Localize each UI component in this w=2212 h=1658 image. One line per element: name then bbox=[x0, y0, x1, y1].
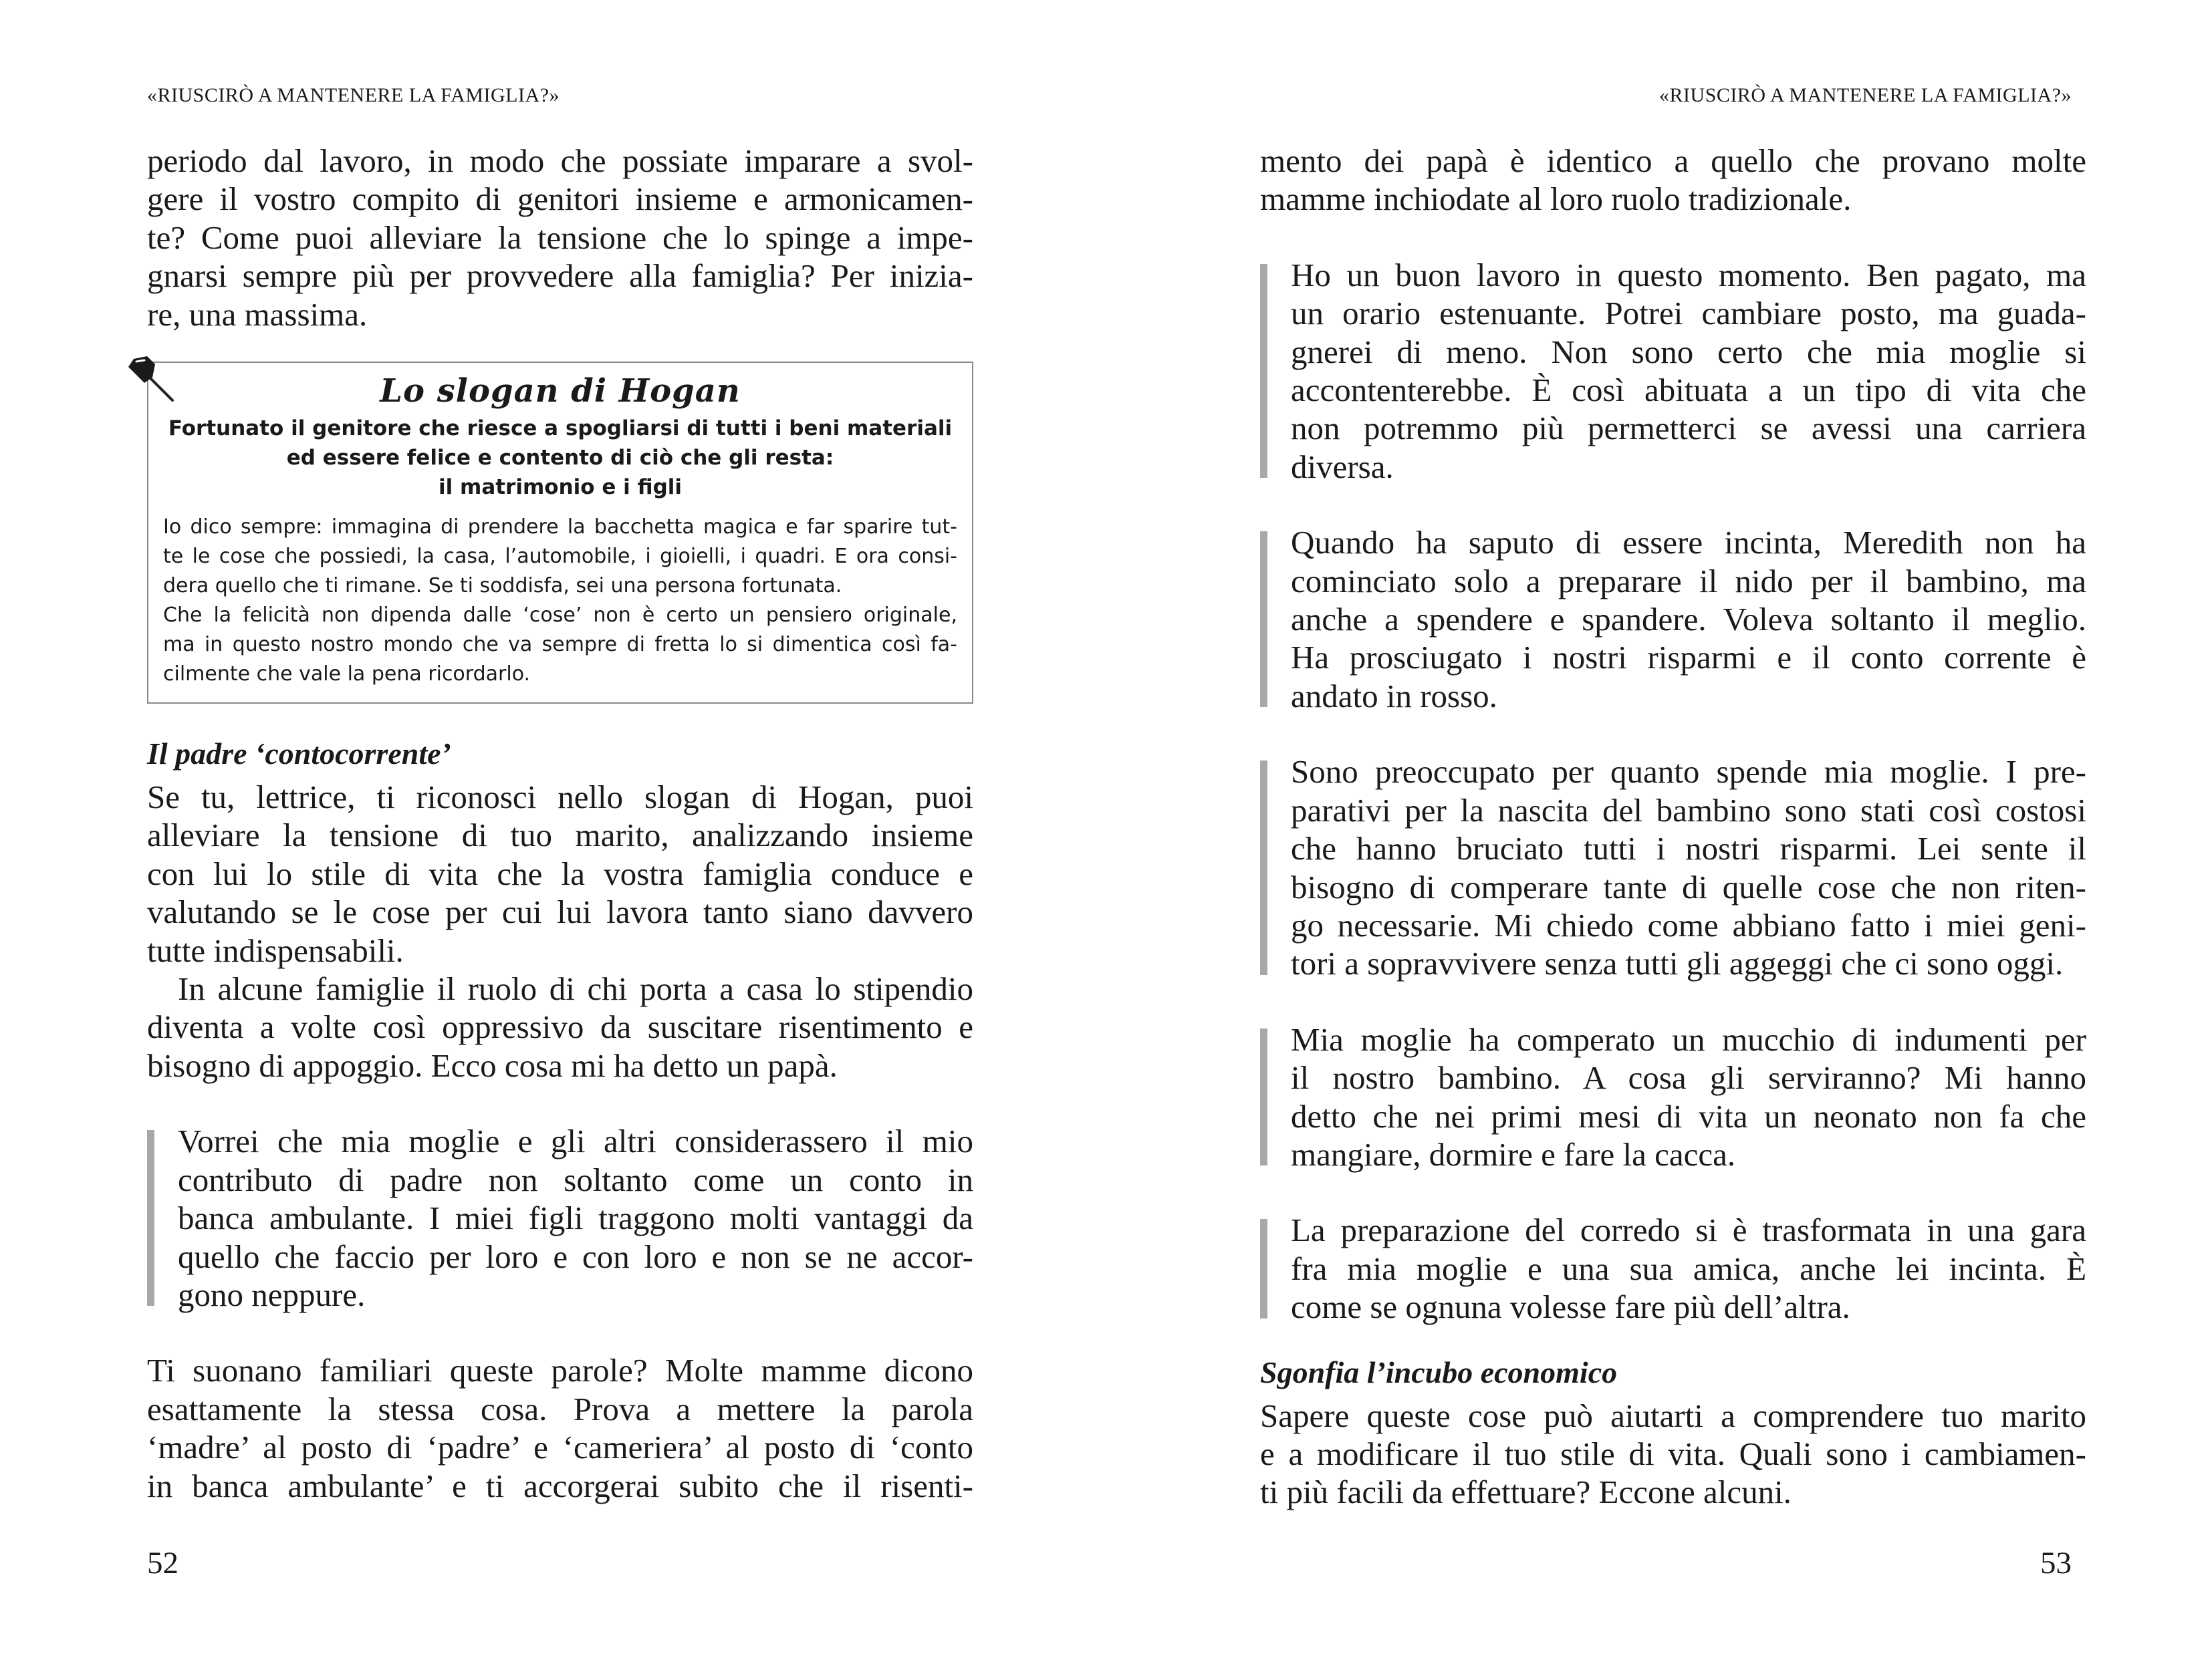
text-line: mento dei papà è identico a quello che provano molte bbox=[1260, 142, 2086, 179]
quote-line: Sono preoccupato per quanto spende mia moglie. I pre- bbox=[1291, 753, 2086, 791]
text-line: valutando se le cose per cui lui lavora tanto siano davvero bbox=[147, 893, 973, 931]
running-head-left: «RIUSCIRÒ A MANTENERE LA FAMIGLIA?» bbox=[147, 84, 560, 106]
quote-line: il nostro bambino. A cosa gli serviranno? Mi hanno bbox=[1291, 1059, 2086, 1097]
paragraph bbox=[147, 970, 973, 1008]
text-line: ‘madre’ al posto di ‘padre’ e ‘cameriera’ al posto di ‘conto bbox=[147, 1429, 973, 1466]
text-line: ti più facili da effettuare? Eccone alcuni. bbox=[1260, 1474, 1792, 1511]
quote-line: Quando ha saputo di essere incinta, Meredith non ha bbox=[1291, 524, 2086, 561]
text-line: te? Come puoi alleviare la tensione che lo spinge a impe- bbox=[147, 219, 973, 256]
text-line: e a modificare il tuo stile di vita. Quali sono i cambiamen- bbox=[1260, 1435, 2086, 1472]
box-line: cilmente che vale la pena ricordarlo. bbox=[163, 662, 531, 686]
right-page bbox=[1106, 0, 2212, 1658]
quote-block bbox=[1260, 256, 2086, 486]
section-heading: Il padre ‘contocorrente’ bbox=[147, 736, 451, 771]
quote-block bbox=[147, 1122, 973, 1314]
quote-line: fra mia moglie e una sua amica, anche lei incinta. È bbox=[1291, 1250, 2086, 1287]
text-line: Ti suonano familiari queste parole? Molte mamme dicono bbox=[147, 1352, 973, 1389]
quote-line: Ha prosciugato i nostri risparmi e il conto corrente è bbox=[1291, 639, 2086, 676]
text-line: gere il vostro compito di genitori insieme e armonicamen- bbox=[147, 180, 973, 218]
text-line: Se tu, lettrice, ti riconosci nello slogan di Hogan, puoi bbox=[147, 779, 973, 816]
box-body bbox=[163, 513, 957, 689]
text-line: re, una massima. bbox=[147, 295, 368, 333]
text-line: esattamente la stessa cosa. Prova a mettere la parola bbox=[147, 1390, 973, 1427]
paragraph bbox=[147, 1008, 973, 1085]
page-number-right: 53 bbox=[2040, 1546, 2072, 1580]
text-line: in banca ambulante’ e ti accorgerai subito che il risenti- bbox=[147, 1467, 973, 1504]
quote-line: gnerei di meno. Non sono certo che mia moglie si bbox=[1291, 333, 2086, 370]
quote-line: bisogno di comperare tante di quelle cose che non riten- bbox=[1291, 868, 2086, 906]
slogan-box bbox=[147, 362, 973, 704]
text-line: tutte indispensabili. bbox=[147, 932, 404, 969]
quote-line: banca ambulante. I miei figli traggono molti vantaggi da bbox=[178, 1200, 973, 1237]
pushpin-icon bbox=[124, 354, 175, 404]
quote-line: Mia moglie ha comperato un mucchio di indumenti per bbox=[1291, 1020, 2086, 1058]
quote-line: Ho un buon lavoro in questo momento. Ben pagato, ma bbox=[1291, 256, 2086, 293]
text-line: diventa a volte così oppressivo da suscitare risentimento e bbox=[147, 1008, 973, 1046]
box-line: dera quello che ti rimane. Se ti soddisfa, sei una persona fortunata. bbox=[163, 574, 842, 598]
subtitle-line: Fortunato il genitore che riesce a spogliarsi di tutti i beni materiali bbox=[168, 416, 953, 441]
quote-block bbox=[1260, 1020, 2086, 1174]
quote-line: andato in rosso. bbox=[1291, 677, 1497, 714]
text-line: bisogno di appoggio. Ecco cosa mi ha detto un papà. bbox=[147, 1047, 838, 1084]
box-line: Io dico sempre: immagina di prendere la bacchetta magica e far sparire tut- bbox=[163, 515, 957, 539]
quote-line: che hanno bruciato tutti i nostri risparmi. Lei sente il bbox=[1291, 830, 2086, 867]
box-subtitle bbox=[163, 414, 957, 502]
quote-line: non potremmo più permetterci se avessi una carriera bbox=[1291, 410, 2086, 447]
quote-line: tori a sopravvivere senza tutti gli aggeggi che ci sono oggi. bbox=[1291, 945, 2064, 982]
quote-line: un orario estenuante. Potrei cambiare posto, ma guada- bbox=[1291, 295, 2086, 332]
quote-line: diversa. bbox=[1291, 448, 1394, 485]
subtitle-line: il matrimonio e i figli bbox=[438, 475, 683, 500]
quote-line: come se ognuna volesse fare più dell’altra. bbox=[1291, 1288, 1850, 1326]
subtitle-line: ed essere felice e contento di ciò che gli resta: bbox=[286, 446, 834, 470]
quote-line: gono neppure. bbox=[178, 1276, 366, 1313]
quote-line: cominciato solo a preparare il nido per il bambino, ma bbox=[1291, 562, 2086, 599]
quote-line: La preparazione del corredo si è trasformata in una gara bbox=[1291, 1212, 2086, 1249]
quote-line: quello che faccio per loro e con loro e non se ne accor- bbox=[178, 1238, 973, 1275]
text-line: alleviare la tensione di tuo marito, analizzando insieme bbox=[147, 817, 973, 854]
quote-line: detto che nei primi mesi di vita un neonato non fa che bbox=[1291, 1097, 2086, 1135]
paragraph bbox=[147, 778, 973, 970]
text-line: Sapere queste cose può aiutarti a comprendere tuo marito bbox=[1260, 1397, 2086, 1434]
text-line: In alcune famiglie il ruolo di chi porta a casa lo stipendio bbox=[178, 970, 973, 1008]
quote-block bbox=[1260, 1211, 2086, 1326]
quote-line: anche a spendere e spandere. Voleva soltanto il meglio. bbox=[1291, 601, 2086, 638]
page-number-left: 52 bbox=[147, 1546, 178, 1580]
running-head-right: «RIUSCIRÒ A MANTENERE LA FAMIGLIA?» bbox=[1659, 84, 2072, 106]
quote-line: Vorrei che mia moglie e gli altri considerassero il mio bbox=[178, 1123, 973, 1160]
box-line: Che la felicità non dipenda dalle ‘cose’ non è certo un pensiero originale, bbox=[163, 603, 957, 628]
paragraph bbox=[147, 1351, 973, 1505]
quote-line: parativi per la nascita del bambino sono stati così costosi bbox=[1291, 791, 2086, 829]
text-line: periodo dal lavoro, in modo che possiate imparare a svol- bbox=[147, 142, 973, 179]
box-title: Lo slogan di Hogan bbox=[380, 372, 741, 410]
section-heading: Sgonfia l’incubo economico bbox=[1260, 1355, 1618, 1389]
box-line: te le cose che possiedi, la casa, l’automobile, i gioielli, i quadri. E ora consi- bbox=[163, 545, 957, 569]
quote-block bbox=[1260, 752, 2086, 982]
quote-line: go necessarie. Mi chiedo come abbiano fatto i miei geni- bbox=[1291, 906, 2086, 944]
quote-block bbox=[1260, 523, 2086, 715]
quote-line: accontenterebbe. È così abituata a un tipo di vita che bbox=[1291, 372, 2086, 409]
box-line: ma in questo nostro mondo che va sempre di fretta lo si dimentica così fa- bbox=[163, 633, 957, 657]
paragraph bbox=[1260, 1397, 2086, 1512]
intro-paragraph bbox=[1260, 142, 2086, 219]
quote-line: contributo di padre non soltanto come un conto in bbox=[178, 1161, 973, 1198]
text-line: gnarsi sempre più per provvedere alla famiglia? Per inizia- bbox=[147, 257, 973, 295]
left-column bbox=[147, 142, 973, 1505]
intro-paragraph bbox=[147, 142, 973, 333]
right-column bbox=[1260, 142, 2086, 1512]
text-line: mamme inchiodate al loro ruolo tradizionale. bbox=[1260, 180, 1852, 218]
quote-line: mangiare, dormire e fare la cacca. bbox=[1291, 1135, 1736, 1173]
text-line: con lui lo stile di vita che la vostra famiglia conduce e bbox=[147, 855, 973, 892]
